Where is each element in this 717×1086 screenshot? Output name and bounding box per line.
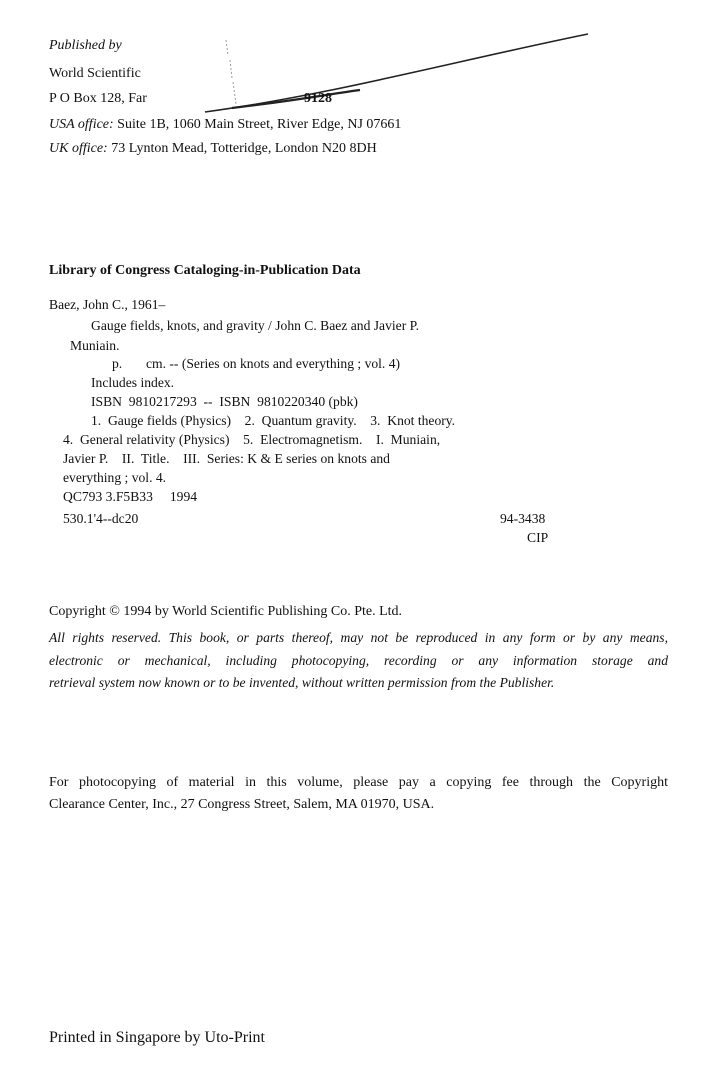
- uk-office-label: UK office:: [49, 141, 108, 156]
- cip-lccn: 94-3438: [500, 511, 546, 526]
- cip-line: Gauge fields, knots, and gravity / John C. Baez and Javier P.: [91, 318, 420, 333]
- photocopy-line: For photocopying of material in this volume, please pay a copying fee through the Copyright: [49, 775, 668, 790]
- uk-office-address: 73 Lynton Mead, Totteridge, London N20 8DH: [111, 141, 377, 156]
- usa-office: [49, 117, 401, 133]
- rights-line: All rights reserved. This book, or parts thereof, may not be reproduced in any form or by any means,: [49, 630, 668, 645]
- usa-office-address: Suite 1B, 1060 Main Street, River Edge, NJ 07661: [117, 117, 402, 132]
- rights-line: electronic or mechanical, including photocopying, recording or any information storage and: [49, 653, 668, 668]
- printed-in: Printed in Singapore by Uto-Print: [49, 1029, 265, 1046]
- cip-heading: Library of Congress Cataloging-in-Publication Data: [49, 263, 361, 278]
- cip-line: 4. General relativity (Physics) 5. Electromagnetism. I. Muniain,: [63, 432, 441, 447]
- cip-line: p. cm. -- (Series on knots and everything ; vol. 4): [112, 356, 401, 371]
- cip-line: ISBN 9810217293 -- ISBN 9810220340 (pbk): [91, 394, 358, 409]
- cip-line: everything ; vol. 4.: [63, 470, 167, 485]
- publisher-po-box-tail: 9128: [304, 91, 332, 106]
- cip-line: Baez, John C., 1961–: [49, 297, 166, 312]
- cip-line: Includes index.: [91, 375, 175, 390]
- uk-office: [49, 141, 377, 157]
- cip-line: Javier P. II. Title. III. Series: K & E series on knots and: [63, 451, 390, 466]
- publisher-name: World Scientific: [49, 66, 141, 81]
- cip-line: Muniain.: [70, 338, 120, 353]
- rights-line: retrieval system now known or to be invented, without written permission from the Publisher.: [49, 675, 555, 690]
- photocopy-line: Clearance Center, Inc., 27 Congress Street, Salem, MA 01970, USA.: [49, 797, 435, 812]
- published-by-label: Published by: [49, 38, 122, 53]
- cip-line: QC793 3.F5B33 1994: [63, 489, 198, 504]
- cip-mark: CIP: [527, 530, 549, 545]
- usa-office-label: USA office:: [49, 117, 114, 132]
- cip-line: 530.1'4--dc20: [63, 511, 139, 526]
- cip-line: 1. Gauge fields (Physics) 2. Quantum gravity. 3. Knot theory.: [91, 413, 456, 428]
- publisher-po-box: P O Box 128, Far: [49, 91, 147, 106]
- copyright-notice: Copyright © 1994 by World Scientific Publishing Co. Pte. Ltd.: [49, 604, 403, 619]
